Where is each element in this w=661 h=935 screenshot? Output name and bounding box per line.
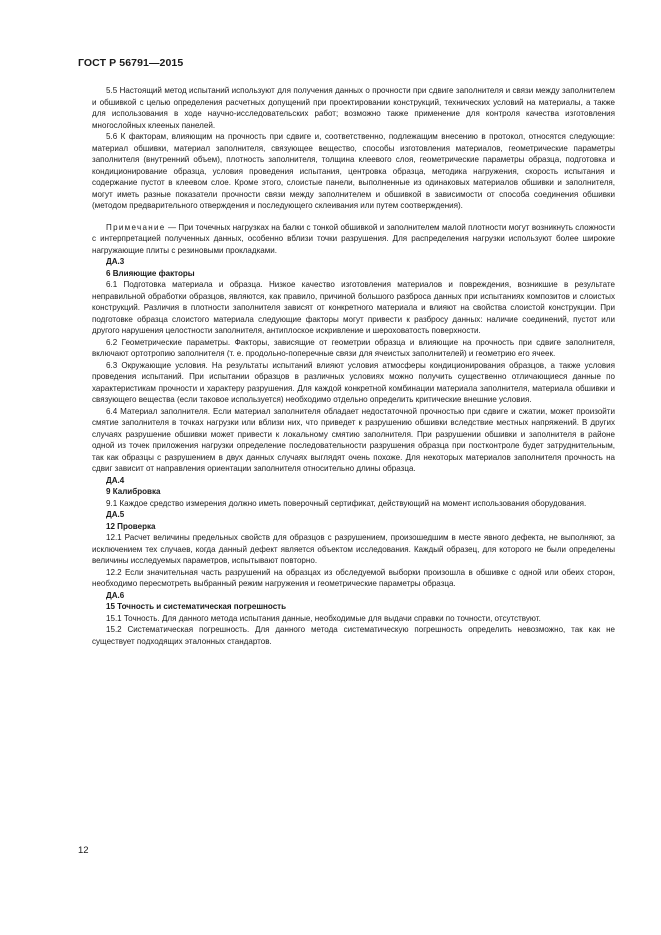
section-heading-6: 6 Влияющие факторы bbox=[106, 268, 195, 278]
paragraph-6-2: 6.2 Геометрические параметры. Факторы, зависящие от геометрии образца и влияющие на прочность при сдвиге заполнителя, включают ортотропию заполнителя (т. е. продольно-поперечные связи для ячеистых заполнителей) и геометрию его ячеек. bbox=[92, 337, 615, 358]
paragraph-6-4: 6.4 Материал заполнителя. Если материал заполнителя обладает недостаточной прочностью при сдвиге и сжатии, может произойти смятие заполнителя в точках нагрузки или вблизи них, что приведет к разрушению обшивки вследствие местных напряжений. В других случаях разрушение обшивки может привести к локальному смятию заполнителя. При разрушении обшивки и заполнителя в районе одной из точек приложения нагрузки определение последовательности разрушения образца при постконтроле будет затруднительным, так как образцы с разрушением в двух данных случаях выглядят очень похоже. Для некоторых материалов заполнителя прочность на сдвиг зависит от направления ориентации заполнителя относительно длины образца. bbox=[92, 406, 615, 473]
page-number: 12 bbox=[78, 845, 89, 856]
paragraph-15-2: 15.2 Систематическая погрешность. Для данного метода систематическую погрешность определить невозможно, так как не существует подходящих эталонных стандартов. bbox=[92, 625, 615, 646]
paragraph-6-3: 6.3 Окружающие условия. На результаты испытаний влияют условия атмосферы кондиционирования образцов, а также условия проведения испытаний. При испытании образцов в различных условиях можно получить существенно отличающиеся данные по характеристикам прочности и характеру разрушения. Для каждой конкретной комбинации материала заполнителя, материала обшивки и связующего вещества (если таковое используется) необходимо отдельно определить критические внешние условия. bbox=[92, 360, 615, 404]
section-label-da4: ДА.4 bbox=[106, 475, 125, 485]
document-body bbox=[92, 85, 615, 647]
section-heading-15: 15 Точность и систематическая погрешность bbox=[106, 602, 287, 611]
paragraph-6-1: 6.1 Подготовка материала и образца. Низкое качество изготовления материалов и повреждения, возникшие в результате неправильной обработки образцов, являются, как правило, причиной большого разброса данных при испытаниях композитов и слоистых конструкций. Различия в плотности заполнителя зависят от конкретного материала и влияют на свойства слоистой конструкции. При подготовке образца слоистого материала следующие факторы могут привести к разбросу данных: наличие соединений, пустот или другого нарушения целостности заполнителя, антиплоское искривление и шероховатость поверхности. bbox=[92, 280, 615, 335]
paragraph-12-2: 12.2 Если значительная часть разрушений на образцах из обследуемой выборки произошла в обшивке с одной или обеих сторон, необходимо пересмотреть выбранный режим нагружения и геометрические параметры образца. bbox=[92, 567, 615, 588]
note-label: Примечание bbox=[106, 222, 166, 232]
note-paragraph bbox=[92, 222, 615, 257]
paragraph-9-1: 9.1 Каждое средство измерения должно иметь поверочный сертификат, действующий на момент использования оборудования. bbox=[106, 498, 587, 508]
section-heading-9: 9 Калибровка bbox=[106, 487, 161, 496]
paragraph-5-6: 5.6 К факторам, влияющим на прочность при сдвиге и, соответственно, подлежащим внесению в протокол, относятся следующие: материал обшивки, материал заполнителя, связующее вещество, способы изготовления материалов, геометрические параметры заполнителя (внутренний объем), плотность заполнителя, толщина клеевого слоя, геометрические параметры образца, подготовка и кондиционирование образца, условия проведения испытания, центровка образца, методика нагружения, скорость испытания и содержание пустот в клеевом слое. Кроме этого, слоистые панели, выполненные из одинаковых материалов обшивки и заполнителя, могут иметь разные показатели прочности связи между заполнителем и обшивкой в зависимости от способа соединения обшивки (методом предварительного отверждения и последующего склеивания или путем соотверждения). bbox=[92, 132, 615, 210]
note-text: — При точечных нагрузках на балки с тонкой обшивкой и заполнителем малой плотности могут возникнуть сложности с интерпретацией полученных данных, особенно вблизи точки разрушения. Для распределения нагрузки используют более широкие нагружающие плиты с резиновыми прокладками. bbox=[92, 222, 615, 255]
paragraph-5-5: 5.5 Настоящий метод испытаний используют для получения данных о прочности при сдвиге заполнителя и связи между заполнителем и обшивкой с целью определения расчетных допущений при проектировании конструкций, технических условий на материалы, а также для использования в ходе научно-исследовательских работ; возможно также применение для контроля качества изготовления многослойных клееных панелей. bbox=[92, 86, 615, 130]
paragraph-15-1: 15.1 Точность. Для данного метода испытания данные, необходимые для выдачи справки по точности, отсутствуют. bbox=[106, 613, 541, 623]
document-header: ГОСТ Р 56791—2015 bbox=[78, 57, 184, 69]
section-label-da5: ДА.5 bbox=[106, 510, 125, 519]
section-label-da3: ДА.3 bbox=[106, 257, 125, 266]
paragraph-12-1: 12.1 Расчет величины предельных свойств для образцов с разрушением, произошедшим в месте явного дефекта, не выполняют, за исключением тех случаев, когда данный дефект является объектом исследования. Каждый образец, для которого не были определены величины исследуемых параметров, испытывают повторно. bbox=[92, 533, 615, 565]
section-heading-12: 12 Проверка bbox=[106, 521, 156, 531]
section-label-da6: ДА.6 bbox=[106, 590, 125, 600]
